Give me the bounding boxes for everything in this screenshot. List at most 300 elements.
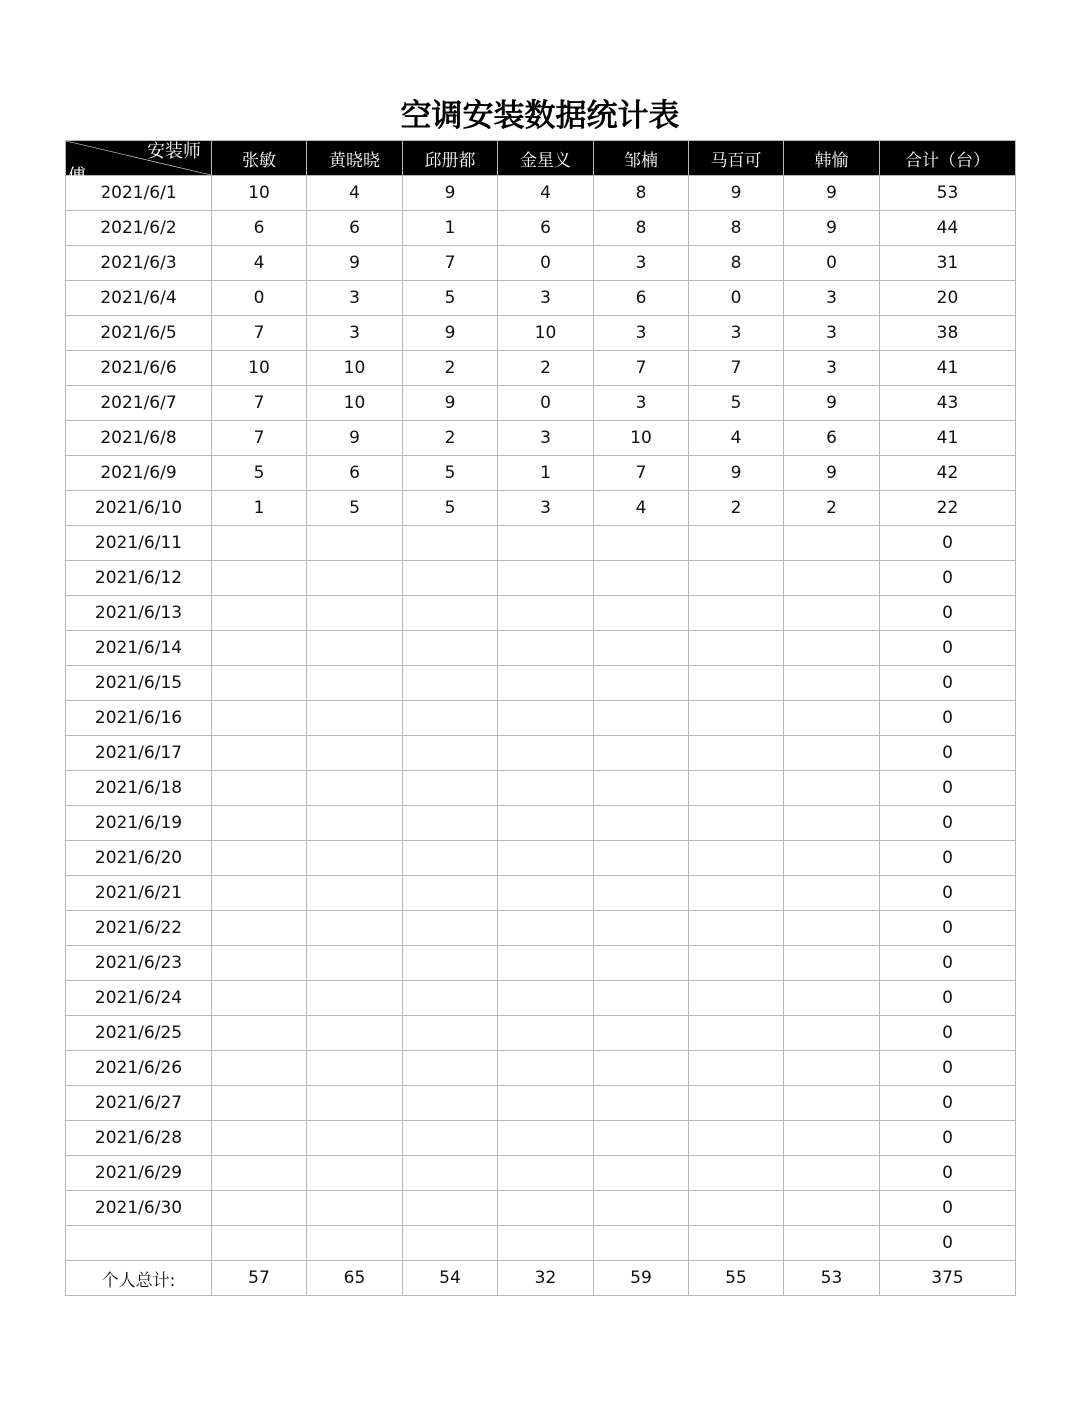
value-cell: [403, 771, 498, 806]
value-cell: [498, 1156, 594, 1191]
value-cell: [784, 631, 880, 666]
personal-total-cell: 54: [403, 1261, 498, 1296]
value-cell: 8: [594, 211, 689, 246]
value-cell: 1: [498, 456, 594, 491]
column-header: 邹楠: [594, 141, 689, 176]
value-cell: [307, 526, 403, 561]
table-row: [66, 421, 1016, 456]
date-cell: 2021/6/18: [66, 771, 212, 806]
personal-total-cell: 65: [307, 1261, 403, 1296]
row-total-cell: 0: [880, 526, 1016, 561]
value-cell: [784, 946, 880, 981]
value-cell: [403, 1016, 498, 1051]
date-cell: 2021/6/20: [66, 841, 212, 876]
value-cell: [498, 946, 594, 981]
value-cell: 0: [498, 386, 594, 421]
date-cell: 2021/6/6: [66, 351, 212, 386]
row-total-cell: 44: [880, 211, 1016, 246]
value-cell: [403, 806, 498, 841]
table-row: [66, 316, 1016, 351]
corner-label-installer-cont: 傅: [68, 166, 86, 187]
value-cell: [403, 701, 498, 736]
date-cell: 2021/6/21: [66, 876, 212, 911]
value-cell: [689, 526, 784, 561]
value-cell: [784, 771, 880, 806]
value-cell: [498, 1121, 594, 1156]
value-cell: [403, 736, 498, 771]
value-cell: [403, 946, 498, 981]
personal-total-label: 个人总计:: [66, 1261, 212, 1296]
row-total-cell: 0: [880, 596, 1016, 631]
table-row: [66, 246, 1016, 281]
value-cell: 3: [307, 316, 403, 351]
value-cell: 7: [403, 246, 498, 281]
value-cell: [307, 1016, 403, 1051]
value-cell: 9: [403, 316, 498, 351]
value-cell: [498, 736, 594, 771]
table-row: [66, 456, 1016, 491]
value-cell: 4: [212, 246, 307, 281]
value-cell: [784, 701, 880, 736]
date-cell: 2021/6/28: [66, 1121, 212, 1156]
row-total-cell: 20: [880, 281, 1016, 316]
date-cell: 2021/6/14: [66, 631, 212, 666]
value-cell: 10: [212, 176, 307, 211]
value-cell: [689, 1016, 784, 1051]
header-row: [66, 141, 1016, 176]
installation-stats-table: [65, 140, 1016, 1296]
row-total-cell: 0: [880, 1226, 1016, 1261]
value-cell: 6: [784, 421, 880, 456]
row-total-cell: 31: [880, 246, 1016, 281]
value-cell: [594, 701, 689, 736]
date-cell: 2021/6/15: [66, 666, 212, 701]
date-cell: 2021/6/25: [66, 1016, 212, 1051]
value-cell: [307, 841, 403, 876]
value-cell: [212, 1191, 307, 1226]
row-total-cell: 38: [880, 316, 1016, 351]
value-cell: [307, 981, 403, 1016]
value-cell: [307, 736, 403, 771]
value-cell: [784, 1051, 880, 1086]
date-cell: 2021/6/1: [66, 176, 212, 211]
date-cell: 2021/6/22: [66, 911, 212, 946]
value-cell: [212, 841, 307, 876]
corner-label-installer: 安装师: [147, 141, 201, 162]
value-cell: [498, 1051, 594, 1086]
row-total-cell: 0: [880, 561, 1016, 596]
row-total-cell: 0: [880, 771, 1016, 806]
value-cell: [403, 1156, 498, 1191]
personal-total-row: [66, 1261, 1016, 1296]
value-cell: 10: [594, 421, 689, 456]
value-cell: 10: [212, 351, 307, 386]
value-cell: [307, 911, 403, 946]
table-row: [66, 876, 1016, 911]
date-cell: 2021/6/24: [66, 981, 212, 1016]
value-cell: [689, 946, 784, 981]
value-cell: [307, 806, 403, 841]
date-cell: 2021/6/11: [66, 526, 212, 561]
value-cell: [498, 596, 594, 631]
value-cell: 2: [403, 351, 498, 386]
value-cell: [784, 1086, 880, 1121]
value-cell: [689, 666, 784, 701]
value-cell: [689, 1191, 784, 1226]
value-cell: 4: [307, 176, 403, 211]
value-cell: [307, 631, 403, 666]
row-total-cell: 0: [880, 911, 1016, 946]
value-cell: 6: [594, 281, 689, 316]
column-header: 金星义: [498, 141, 594, 176]
value-cell: [784, 841, 880, 876]
value-cell: [403, 1051, 498, 1086]
value-cell: 10: [498, 316, 594, 351]
column-header: 张敏: [212, 141, 307, 176]
date-cell: 2021/6/10: [66, 491, 212, 526]
row-total-cell: 0: [880, 1016, 1016, 1051]
value-cell: [689, 981, 784, 1016]
column-header: 邱册都: [403, 141, 498, 176]
table-row: [66, 281, 1016, 316]
value-cell: [784, 596, 880, 631]
value-cell: [403, 911, 498, 946]
table-body: [66, 176, 1016, 1261]
value-cell: 7: [594, 351, 689, 386]
value-cell: [307, 1051, 403, 1086]
value-cell: [498, 876, 594, 911]
value-cell: [784, 1121, 880, 1156]
date-cell: 2021/6/26: [66, 1051, 212, 1086]
value-cell: [784, 876, 880, 911]
page-title: 空调安装数据统计表: [400, 98, 680, 134]
table-row: [66, 1156, 1016, 1191]
value-cell: [784, 1191, 880, 1226]
value-cell: [784, 666, 880, 701]
value-cell: [784, 526, 880, 561]
value-cell: 8: [594, 176, 689, 211]
value-cell: [498, 526, 594, 561]
value-cell: [594, 981, 689, 1016]
date-cell: 2021/6/29: [66, 1156, 212, 1191]
value-cell: [212, 596, 307, 631]
value-cell: [594, 1156, 689, 1191]
row-total-cell: 0: [880, 666, 1016, 701]
value-cell: 2: [498, 351, 594, 386]
column-header: 韩愉: [784, 141, 880, 176]
value-cell: [212, 561, 307, 596]
value-cell: 6: [212, 211, 307, 246]
value-cell: [212, 631, 307, 666]
value-cell: [212, 1051, 307, 1086]
value-cell: 9: [403, 176, 498, 211]
value-cell: [594, 1226, 689, 1261]
row-total-cell: 0: [880, 841, 1016, 876]
value-cell: 4: [498, 176, 594, 211]
value-cell: 3: [594, 246, 689, 281]
value-cell: [689, 806, 784, 841]
value-cell: 5: [403, 281, 498, 316]
value-cell: [689, 1156, 784, 1191]
row-total-cell: 41: [880, 421, 1016, 456]
date-cell: 2021/6/7: [66, 386, 212, 421]
value-cell: 10: [307, 351, 403, 386]
column-header-total: 合计（台）: [880, 141, 1016, 176]
value-cell: [594, 1016, 689, 1051]
value-cell: [594, 946, 689, 981]
value-cell: [594, 1051, 689, 1086]
table-row: [66, 806, 1016, 841]
date-cell: 2021/6/4: [66, 281, 212, 316]
row-total-cell: 0: [880, 1051, 1016, 1086]
value-cell: [307, 1086, 403, 1121]
table-row: [66, 736, 1016, 771]
value-cell: [307, 561, 403, 596]
row-total-cell: 41: [880, 351, 1016, 386]
value-cell: [403, 1191, 498, 1226]
value-cell: [784, 806, 880, 841]
value-cell: [689, 1226, 784, 1261]
value-cell: [784, 911, 880, 946]
value-cell: [307, 666, 403, 701]
value-cell: 2: [403, 421, 498, 456]
table-row: [66, 211, 1016, 246]
value-cell: [307, 701, 403, 736]
value-cell: [307, 1226, 403, 1261]
value-cell: [498, 806, 594, 841]
value-cell: [689, 596, 784, 631]
value-cell: [594, 911, 689, 946]
table-row: [66, 946, 1016, 981]
value-cell: 9: [784, 386, 880, 421]
value-cell: [307, 876, 403, 911]
date-cell: 2021/6/16: [66, 701, 212, 736]
value-cell: 3: [498, 491, 594, 526]
value-cell: [498, 561, 594, 596]
value-cell: [212, 771, 307, 806]
value-cell: 3: [784, 281, 880, 316]
value-cell: 4: [594, 491, 689, 526]
value-cell: 4: [689, 421, 784, 456]
table-row: [66, 911, 1016, 946]
value-cell: [689, 701, 784, 736]
row-total-cell: 0: [880, 981, 1016, 1016]
value-cell: [212, 701, 307, 736]
value-cell: [594, 1191, 689, 1226]
value-cell: 3: [784, 351, 880, 386]
column-header: 黄晓晓: [307, 141, 403, 176]
value-cell: [212, 946, 307, 981]
table-row: [66, 1086, 1016, 1121]
row-total-cell: 0: [880, 806, 1016, 841]
row-total-cell: 43: [880, 386, 1016, 421]
value-cell: 9: [307, 246, 403, 281]
value-cell: 3: [307, 281, 403, 316]
table-row: [66, 526, 1016, 561]
date-cell: 2021/6/8: [66, 421, 212, 456]
table-row: [66, 1226, 1016, 1261]
value-cell: [403, 526, 498, 561]
value-cell: 7: [594, 456, 689, 491]
value-cell: [212, 736, 307, 771]
value-cell: 6: [307, 211, 403, 246]
value-cell: 3: [594, 316, 689, 351]
value-cell: [403, 1121, 498, 1156]
value-cell: 1: [403, 211, 498, 246]
value-cell: 6: [307, 456, 403, 491]
value-cell: 0: [498, 246, 594, 281]
value-cell: [403, 631, 498, 666]
row-total-cell: 53: [880, 176, 1016, 211]
table-row: [66, 1191, 1016, 1226]
value-cell: 0: [784, 246, 880, 281]
table-row: [66, 176, 1016, 211]
row-total-cell: 0: [880, 736, 1016, 771]
value-cell: 2: [689, 491, 784, 526]
value-cell: [784, 1156, 880, 1191]
value-cell: 0: [212, 281, 307, 316]
value-cell: 2: [784, 491, 880, 526]
value-cell: 5: [212, 456, 307, 491]
value-cell: [498, 981, 594, 1016]
personal-total-cell: 57: [212, 1261, 307, 1296]
table-row: [66, 841, 1016, 876]
date-cell: 2021/6/19: [66, 806, 212, 841]
table-row: [66, 1051, 1016, 1086]
value-cell: 5: [307, 491, 403, 526]
value-cell: [784, 561, 880, 596]
value-cell: [498, 1086, 594, 1121]
value-cell: [307, 1121, 403, 1156]
value-cell: 7: [212, 316, 307, 351]
value-cell: [784, 736, 880, 771]
value-cell: [498, 1016, 594, 1051]
table-row: [66, 596, 1016, 631]
table-row: [66, 981, 1016, 1016]
value-cell: [594, 771, 689, 806]
value-cell: [784, 1016, 880, 1051]
row-total-cell: 0: [880, 946, 1016, 981]
table-row: [66, 666, 1016, 701]
value-cell: [212, 1121, 307, 1156]
date-cell: 2021/6/23: [66, 946, 212, 981]
value-cell: [594, 1086, 689, 1121]
value-cell: [784, 1226, 880, 1261]
value-cell: [594, 806, 689, 841]
value-cell: [498, 911, 594, 946]
date-cell: 2021/6/17: [66, 736, 212, 771]
value-cell: [498, 1191, 594, 1226]
value-cell: [594, 596, 689, 631]
value-cell: [403, 561, 498, 596]
value-cell: 3: [594, 386, 689, 421]
value-cell: [307, 1156, 403, 1191]
value-cell: 5: [403, 456, 498, 491]
value-cell: [594, 631, 689, 666]
row-total-cell: 0: [880, 631, 1016, 666]
value-cell: [212, 1086, 307, 1121]
row-total-cell: 0: [880, 1191, 1016, 1226]
value-cell: [212, 876, 307, 911]
value-cell: [594, 1121, 689, 1156]
value-cell: [307, 596, 403, 631]
value-cell: [403, 981, 498, 1016]
row-total-cell: 0: [880, 1121, 1016, 1156]
value-cell: [212, 911, 307, 946]
value-cell: 1: [212, 491, 307, 526]
row-total-cell: 42: [880, 456, 1016, 491]
value-cell: [594, 736, 689, 771]
value-cell: [498, 771, 594, 806]
table-row: [66, 1016, 1016, 1051]
value-cell: [594, 841, 689, 876]
value-cell: 5: [689, 386, 784, 421]
row-total-cell: 0: [880, 1086, 1016, 1121]
grand-total-cell: 375: [880, 1261, 1016, 1296]
value-cell: [689, 1121, 784, 1156]
value-cell: 7: [212, 386, 307, 421]
table-row: [66, 631, 1016, 666]
value-cell: [594, 666, 689, 701]
value-cell: [212, 981, 307, 1016]
table-row: [66, 1121, 1016, 1156]
date-cell: 2021/6/2: [66, 211, 212, 246]
date-cell: 2021/6/9: [66, 456, 212, 491]
value-cell: [403, 666, 498, 701]
value-cell: [403, 1086, 498, 1121]
value-cell: [498, 666, 594, 701]
column-header: 马百可: [689, 141, 784, 176]
table-row: [66, 491, 1016, 526]
value-cell: 9: [403, 386, 498, 421]
value-cell: [403, 841, 498, 876]
value-cell: [498, 631, 594, 666]
date-cell: 2021/6/13: [66, 596, 212, 631]
value-cell: [403, 1226, 498, 1261]
value-cell: 9: [689, 456, 784, 491]
value-cell: [212, 806, 307, 841]
table-row: [66, 386, 1016, 421]
value-cell: 7: [689, 351, 784, 386]
table-row: [66, 561, 1016, 596]
value-cell: [689, 561, 784, 596]
value-cell: [307, 771, 403, 806]
value-cell: [689, 1086, 784, 1121]
table-row: [66, 351, 1016, 386]
value-cell: [689, 1051, 784, 1086]
value-cell: 3: [784, 316, 880, 351]
personal-total-cell: 59: [594, 1261, 689, 1296]
value-cell: [594, 876, 689, 911]
value-cell: 7: [212, 421, 307, 456]
personal-total-cell: 53: [784, 1261, 880, 1296]
value-cell: 3: [498, 421, 594, 456]
date-cell: 2021/6/3: [66, 246, 212, 281]
date-cell: [66, 1226, 212, 1261]
value-cell: 3: [498, 281, 594, 316]
value-cell: [212, 1226, 307, 1261]
value-cell: 3: [689, 316, 784, 351]
value-cell: 8: [689, 246, 784, 281]
date-cell: 2021/6/12: [66, 561, 212, 596]
row-total-cell: 0: [880, 1156, 1016, 1191]
value-cell: [689, 911, 784, 946]
date-cell: 2021/6/30: [66, 1191, 212, 1226]
date-cell: 2021/6/27: [66, 1086, 212, 1121]
value-cell: 9: [784, 211, 880, 246]
value-cell: [594, 561, 689, 596]
value-cell: 8: [689, 211, 784, 246]
